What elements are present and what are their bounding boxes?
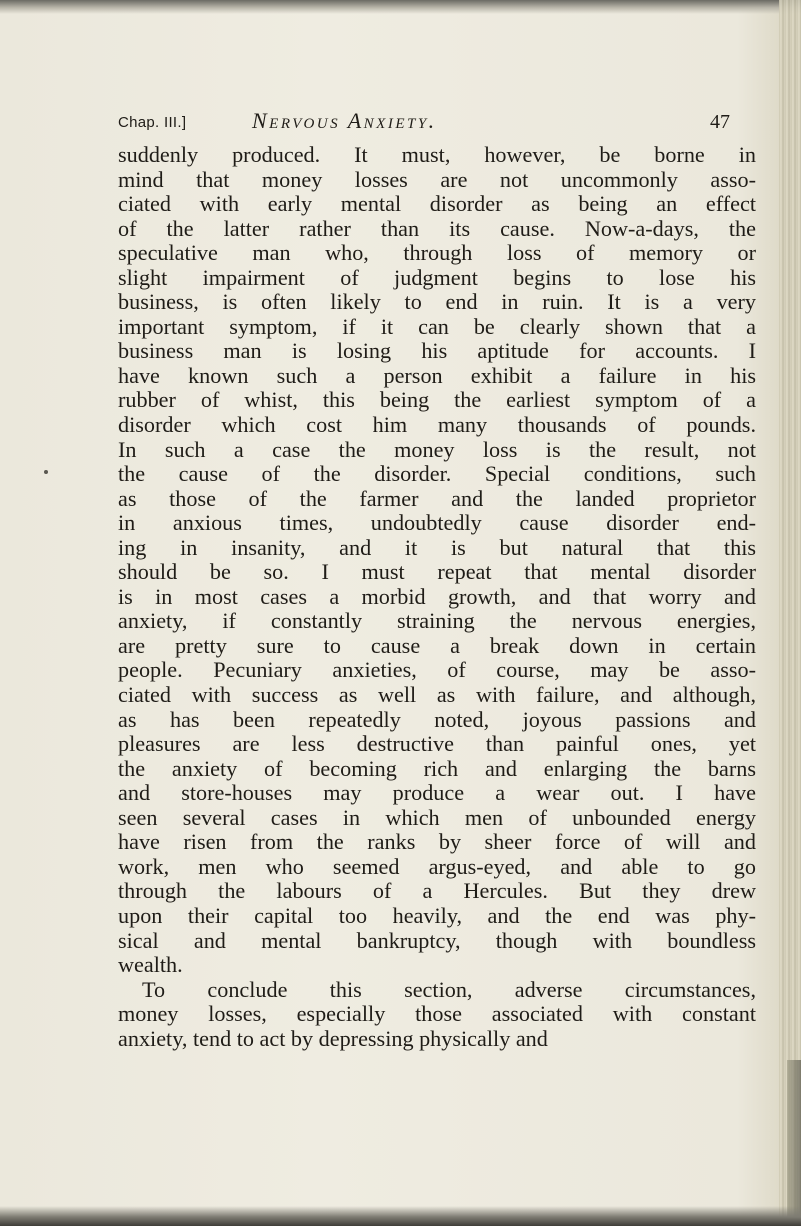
text-line: speculative man who, through loss of memory or — [118, 240, 756, 266]
text-line: upon their capital too heavily, and the end was phy- — [118, 902, 756, 928]
text-line: mind that money losses are not uncommonly asso- — [118, 166, 756, 192]
text-line: have risen from the ranks by sheer force of will and — [118, 829, 756, 855]
text-line: through the labours of a Hercules. But they drew — [118, 878, 756, 904]
text-line: ciated with early mental disorder as being an effect — [118, 191, 756, 217]
margin-speck — [44, 470, 48, 474]
text-line: suddenly produced. It must, however, be borne in — [118, 142, 756, 167]
text-line: the cause of the disorder. Special conditions, such — [118, 461, 756, 487]
scan-bottom-shadow — [0, 1206, 801, 1226]
text-line: the anxiety of becoming rich and enlarging the barns — [118, 755, 756, 781]
text-line: disorder which cost him many thousands of pounds. — [118, 412, 756, 438]
text-line: should be so. I must repeat that mental disorder — [118, 559, 756, 585]
text-line: have known such a person exhibit a failure in his — [118, 362, 756, 388]
text-line: anxiety, if constantly straining the nervous energies, — [118, 608, 756, 634]
text-line: in anxious times, undoubtedly cause disorder end- — [118, 510, 756, 536]
text-line: sical and mental bankruptcy, though with boundless — [118, 927, 756, 953]
text-line: anxiety, tend to act by depressing physically and — [118, 1025, 548, 1051]
text-line: business, is often likely to end in ruin. It is a very — [118, 289, 756, 315]
text-line: work, men who seemed argus-eyed, and able to go — [118, 853, 756, 879]
page-edge-shadow — [787, 1060, 801, 1226]
body-text — [118, 143, 756, 1051]
text-line: people. Pecuniary anxieties, of course, may be asso- — [118, 657, 756, 683]
text-line: of the latter rather than its cause. Now-a-days, the — [118, 215, 756, 241]
text-line: as has been repeatedly noted, joyous passions and — [118, 706, 756, 732]
text-line: money losses, especially those associated with constant — [118, 1001, 756, 1027]
page-number: 47 — [710, 111, 730, 133]
text-line: pleasures are less destructive than painful ones, yet — [118, 731, 756, 757]
text-line: wealth. — [118, 952, 183, 978]
text-line: In such a case the money loss is the result, not — [118, 436, 756, 462]
text-line: important symptom, if it can be clearly shown that a — [118, 313, 756, 339]
text-line: slight impairment of judgment begins to lose his — [118, 264, 756, 290]
scan-top-shadow — [0, 0, 801, 14]
text-line: ciated with success as well as with failure, and although, — [118, 682, 756, 708]
text-line: business man is losing his aptitude for accounts. I — [118, 338, 756, 364]
text-line: rubber of whist, this being the earliest symptom of a — [118, 387, 756, 413]
text-line: as those of the farmer and the landed proprietor — [118, 485, 756, 511]
text-line: is in most cases a morbid growth, and that worry and — [118, 583, 756, 609]
text-line: are pretty sure to cause a break down in certain — [118, 632, 756, 658]
text-line: To conclude this section, adverse circumstances, — [142, 976, 756, 1002]
page-edge-stack — [779, 0, 801, 1226]
chapter-label: Chap. III.] — [118, 114, 187, 131]
text-line: and store-houses may produce a wear out. I have — [118, 780, 756, 806]
running-title: Nervous Anxiety. — [252, 108, 437, 133]
running-header — [118, 108, 758, 140]
text-line: seen several cases in which men of unbounded energy — [118, 804, 756, 830]
paragraph — [118, 978, 756, 1052]
paragraph — [118, 143, 756, 978]
text-line: ing in insanity, and it is but natural that this — [118, 534, 756, 560]
